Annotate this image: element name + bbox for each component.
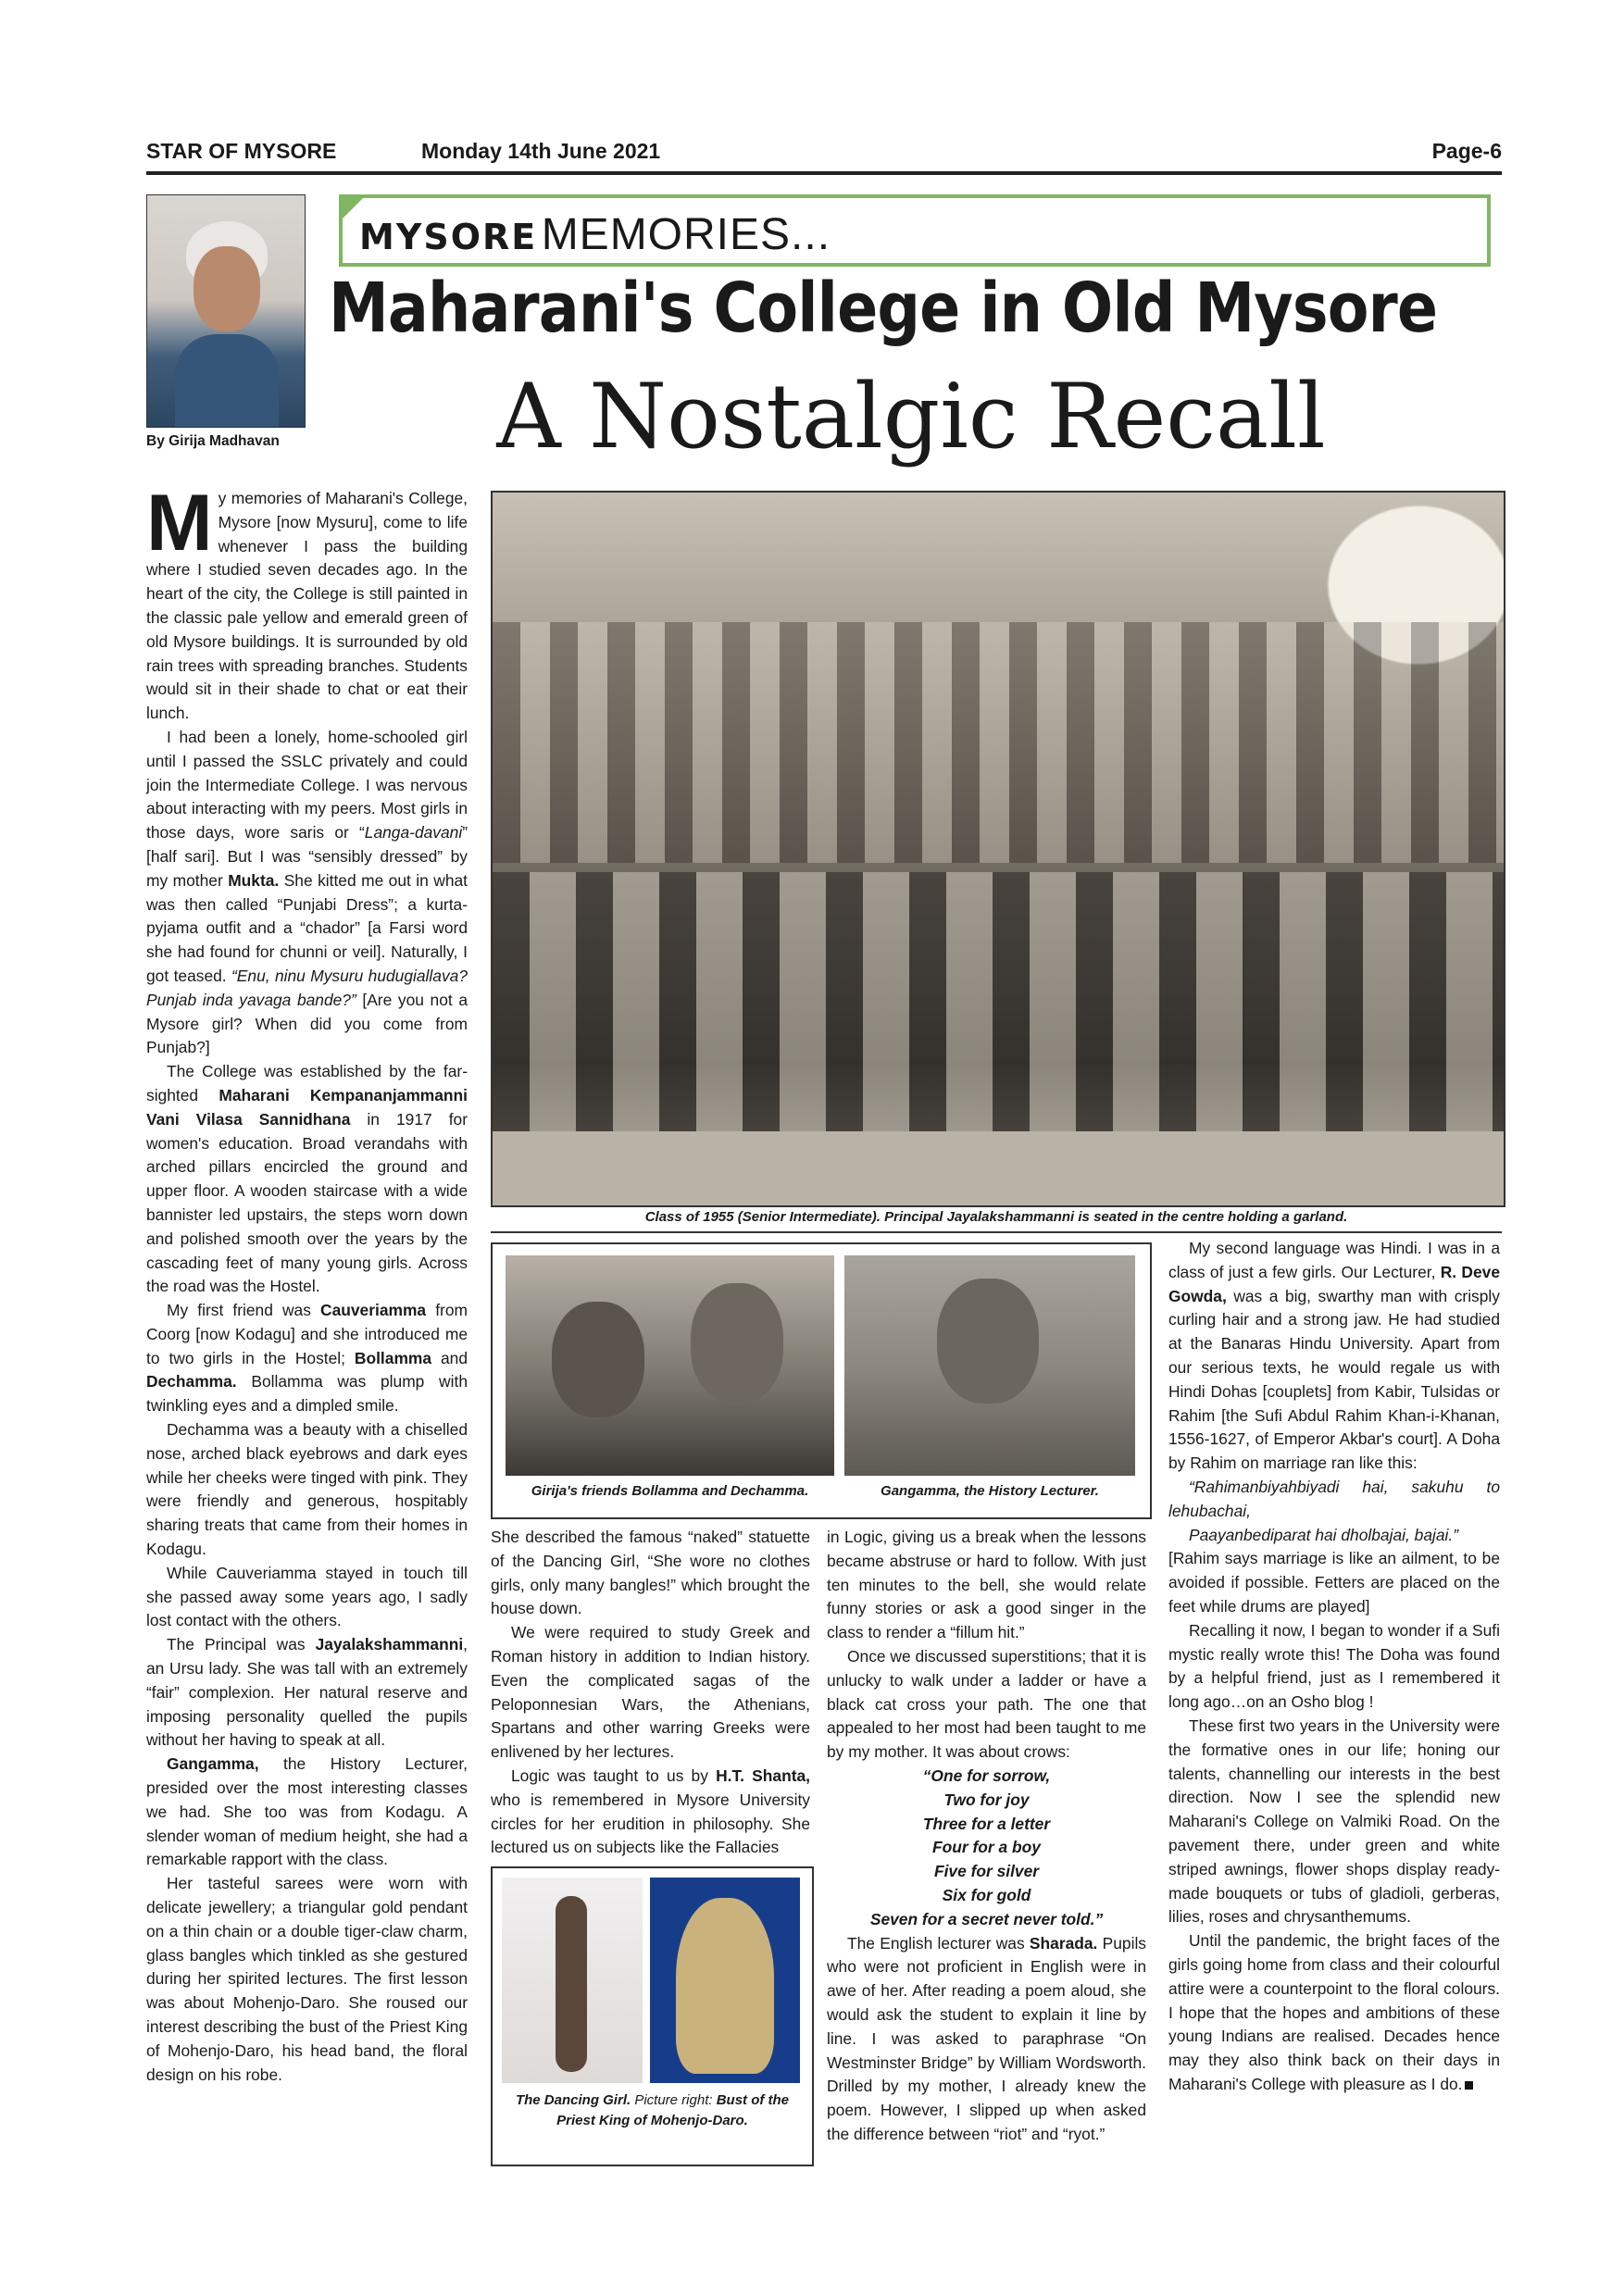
col4-p3: Recalling it now, I began to wonder if a Sufi mystic really wrote this! The Doha was found by a helpful friend, just as I remembered it long ago…on an Osho blog ! <box>1168 1620 1500 1712</box>
page-number: Page-6 <box>1431 139 1502 163</box>
publication-name: STAR OF MYSORE <box>146 139 337 163</box>
gangamma-caption: Gangamma, the History Lecturer. <box>881 1483 1099 1499</box>
friends-photo <box>506 1255 834 1476</box>
col1-p4-bold2: Bollamma <box>354 1348 432 1367</box>
doha-line-1: “Rahimanbiyahbiyadi hai, sakuhu to lehubachai, <box>1168 1477 1500 1520</box>
col1-p3-text: The College was established by the far-sighted <box>146 1062 468 1104</box>
article-column-3 <box>827 1526 1146 2147</box>
headline: Maharani's College in Old Mysore <box>329 268 1438 348</box>
col1-p4-bold3: Dechamma. <box>146 1372 237 1391</box>
col3-p3-bold: Sharada. <box>1029 1933 1098 1953</box>
poem-line-5: Five for silver <box>933 1862 1040 1881</box>
drop-cap: M <box>146 479 213 568</box>
article-column-4 <box>1168 1237 1500 2097</box>
col4-p5: Until the pandemic, the bright faces of the girls going home from class and their colourful attire were a counterpoint to the floral colours. I hope that the hopes and ambitions of these young Indians are realised. Decades hence may they also think back on their days in Maharani's College with pleasure as I do. <box>1168 1931 1500 2093</box>
artifacts-caption <box>500 2090 805 2131</box>
col1-p6: While Cauveriamma stayed in touch till she passed away some years ago, I sadly lost contact with the others. <box>146 1563 468 1630</box>
col1-p8-bold: Gangamma, <box>167 1754 259 1774</box>
col1-p4-bold: Cauveriamma <box>320 1301 427 1320</box>
issue-date: Monday 14th June 2021 <box>421 139 661 163</box>
col3-p1: in Logic, giving us a break when the lessons became abstruse or hard to follow. With just ten minutes to the bell, she would relate funny stories or ask a good singer in the class to render a “fillum hit.” <box>827 1528 1146 1642</box>
col1-p2-text2: ” [half sari]. But I was “sensibly dressed” by my mother <box>146 823 468 890</box>
caption-rule <box>491 1231 1502 1233</box>
poem-line-2: Two for joy <box>943 1790 1030 1809</box>
portraits-box <box>491 1242 1152 1519</box>
col1-p5: Dechamma was a beauty with a chiselled nose, arched black eyebrows and dark eyes while her cheeks were tinged with pink. They were friendly and generous, hospitably sharing treats that came from their homes in Kodagu. <box>146 1420 468 1559</box>
article-column-2 <box>491 1526 810 1860</box>
col1-p2-text: I had been a lonely, home-schooled girl until I passed the SSLC privately and could join the Intermediate College. I was nervous about interacting with my peers. Most girls in those days, wore saris or “ <box>146 727 468 842</box>
col2-p3-bold: H.T. Shanta, <box>716 1766 810 1785</box>
col1-p2-bold: Mukta. <box>228 870 280 890</box>
poem-line-4: Four for a boy <box>932 1838 1041 1857</box>
col4-p1-text: My second language was Hindi. I was in a class of just a few girls. Our Lecturer, <box>1168 1239 1500 1281</box>
col1-p7-text2: , an Ursu lady. She was tall with an extremely “fair” complexion. Her natural reserve and imposing personality quelled the pupils without her having to speak at all. <box>146 1635 468 1750</box>
col4-p1-text2: was a big, swarthy man with crisply curling hair and a strong jaw. He had studied at the Banaras Hindu University. Apart from our serious texts, he would regale us with Hindi Dohas [couplets] from Kabir, Tulsidas or Rahim [the Sufi Abdul Rahim Khan-i-Khanan, 1556-1627, of Emperor Akbar's court]. A Doha by Rahim on marriage ran like this: <box>1168 1286 1500 1473</box>
section-label: MEMORIES... <box>541 210 831 259</box>
author-photo <box>146 194 306 428</box>
col3-p2: Once we discussed superstitions; that it is unlucky to walk under a ladder or have a black cat cross your path. The one that appealed to her most had been taught to me by my mother. It was about crows: <box>827 1646 1146 1762</box>
byline: By Girija Madhavan <box>146 433 280 449</box>
col1-p4-text: My first friend was <box>167 1301 321 1320</box>
poem-line-7: Seven for a secret never told.” <box>869 1909 1104 1928</box>
col4-p1-bold: R. Deve Gowda, <box>1168 1262 1501 1305</box>
col1-p7-bold: Jayalakshammanni <box>315 1635 464 1654</box>
subheadline: A Nostalgic Recall <box>496 365 1326 468</box>
col1-p7-text: The Principal was <box>167 1635 316 1654</box>
artifacts-caption-part2: Picture right: <box>631 2092 717 2108</box>
col2-p1: She described the famous “naked” statuette of the Dancing Girl, “She wore no clothes girls, only many bangles!” which brought the house down. <box>491 1528 810 1618</box>
dancing-girl-photo <box>502 1878 643 2083</box>
col3-p3-text2: Pupils who were not proficient in English were in awe of her. After reading a poem aloud, she would ask the student to explain it line by line. I was asked to paraphrase “On Westminster Bridge” by William Wordsworth. Drilled by my mother, I already knew the poem. However, I slipped up when asked the difference between “riot” and “ryot.” <box>827 1933 1147 2143</box>
artifacts-caption-part3: Bust of the Priest King of Mohenjo-Daro. <box>556 2092 790 2128</box>
col1-p2-text3: She kitted me out in what was then called “Punjabi Dress”; a kurta-pyjama outfit and a “chador” [a Farsi word she had found for chunni or veil]. Naturally, I got teased. <box>146 870 468 985</box>
doha-line-2: Paayanbediparat hai dholbajai, bajai.” <box>1189 1525 1459 1544</box>
col1-p9: Her tasteful sarees were worn with delicate jewellery; a triangular gold pendant on a thin chain or a double tiger-claw charm, glass bangles which tinkled as she gestured during her spirited lectures. The first lesson was about Mohenjo-Daro. She roused our interest describing the bust of the Priest King of Mohenjo-Daro, his head band, the floral design on his robe. <box>146 1874 468 2084</box>
header-rule <box>146 171 1502 175</box>
section-banner <box>339 194 1491 267</box>
col1-p4-text4: Bollamma was plump with twinkling eyes and a dimpled smile. <box>146 1372 468 1416</box>
article-column-1 <box>146 479 468 2087</box>
col1-p3-bold: Maharani Kempananjammanni Vani Vilasa Sannidhana <box>146 1085 468 1129</box>
col1-p2-text4: [Are you not a Mysore girl? When did you come from Punjab?] <box>146 990 468 1057</box>
priest-king-photo <box>650 1878 800 2083</box>
gangamma-photo <box>844 1255 1135 1476</box>
col1-p8-text: the History Lecturer, presided over the most interesting classes we had. She too was from Kodagu. A slender woman of medium height, she had a remarkable rapport with the class. <box>146 1754 468 1869</box>
col1-p3-text2: in 1917 for women's education. Broad verandahs with arched pillars encircled the ground and upper floor. A wooden staircase with a wide bannister led upstairs, the steps worn down and polished smooth over the years by the cascading feet of many young girls. Across the road was the Hostel. <box>146 1109 468 1296</box>
end-mark <box>1465 2081 1473 2090</box>
section-label-bold: MYSORE <box>359 217 538 257</box>
artifacts-box <box>491 1866 814 2166</box>
poem-line-3: Three for a letter <box>922 1814 1051 1833</box>
poem-line-6: Six for gold <box>942 1885 1031 1904</box>
col2-p2: We were required to study Greek and Roman history in addition to Indian history. Even the complicated sagas of the Peloponnesian Wars, the Athenians, Spartans and other warring Greeks were enlivened by her lectures. <box>491 1623 810 1762</box>
main-class-photo <box>491 491 1505 1207</box>
col2-p3-text2: who is remembered in Mysore University circles for her erudition in philosophy. She lectured us on subjects like the Fallacies <box>491 1790 810 1857</box>
col1-p2-italic2: “Enu, ninu Mysuru hudugiallava? Punjab inda yavaga bande?” <box>146 966 468 1009</box>
col2-p3-text: Logic was taught to us by <box>511 1766 717 1785</box>
col3-p3-text: The English lecturer was <box>847 1933 1030 1953</box>
col1-p4-text3: and <box>431 1348 468 1367</box>
col1-p2-italic: Langa-davani <box>364 823 463 842</box>
friends-caption: Girija's friends Bollamma and Dechamma. <box>531 1483 809 1499</box>
col4-p4: These first two years in the University were the formative ones in our life; honing our talents, channelling our interests in the best direction. Now I see the splendid new Maharani's College on Valmiki Road. On the pavement there, under green and white striped awnings, flower shops display ready-made bouquets or tubs of gladioli, gerberas, lilies, roses and chrysanthemums. <box>1168 1716 1500 1927</box>
main-photo-caption: Class of 1955 (Senior Intermediate). Principal Jayalakshammanni is seated in the centre holding a garland. <box>644 1209 1348 1225</box>
poem-line-1: “One for sorrow, <box>922 1766 1051 1785</box>
col4-p2: [Rahim says marriage is like an ailment, to be avoided if possible. Fetters are placed on the feet while drums are played] <box>1168 1549 1500 1616</box>
col1-p4-text2: from Coorg [now Kodagu] and she introduced me to two girls in the Hostel; <box>146 1301 468 1367</box>
artifacts-caption-part1: The Dancing Girl. <box>515 2092 631 2108</box>
col1-p1: y memories of Maharani's College, Mysore [now Mysuru], come to life whenever I pass the building where I studied seven decades ago. In the heart of the city, the College is still painted in the classic pale yellow and emerald green of old Mysore buildings. It is surrounded by old rain trees with spreading branches. Students would sit in their shade to chat or eat their lunch. <box>146 489 468 723</box>
